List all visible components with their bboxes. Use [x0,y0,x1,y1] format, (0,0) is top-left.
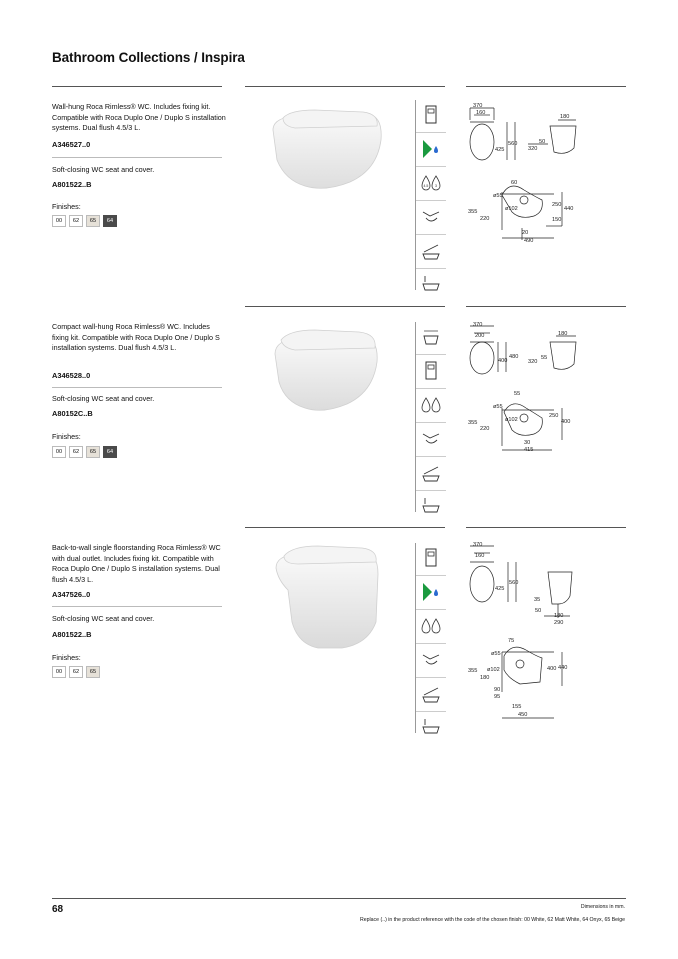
svg-text:400: 400 [498,358,508,364]
seat-description: Soft-closing WC seat and cover. [52,165,155,174]
svg-text:250: 250 [552,202,562,208]
svg-text:415: 415 [524,447,534,453]
svg-text:180: 180 [554,613,564,619]
divider [245,306,445,307]
svg-text:320: 320 [528,146,538,152]
svg-text:180: 180 [480,675,490,681]
finish-swatch[interactable]: 65 [86,215,100,227]
svg-text:490: 490 [524,238,534,244]
svg-text:220: 220 [480,216,490,222]
rimless-icon [420,206,442,228]
footer-divider [52,898,626,899]
finish-swatch[interactable]: 65 [86,446,100,458]
svg-text:355: 355 [468,209,478,215]
svg-text:320: 320 [528,359,538,365]
svg-text:400: 400 [561,419,571,425]
svg-text:560: 560 [509,580,519,586]
svg-text:180: 180 [560,114,570,120]
rimless-icon [420,428,442,450]
product-code: A346527..0 [52,140,91,149]
svg-text:50: 50 [535,608,542,614]
svg-text:90: 90 [494,687,501,693]
svg-text:50: 50 [539,139,546,145]
svg-text:150: 150 [552,217,562,223]
seat-icon [420,272,442,294]
svg-text:35: 35 [534,597,541,603]
seat-code: A801522..B [52,180,92,189]
svg-text:440: 440 [564,206,574,212]
svg-text:355: 355 [468,668,478,674]
svg-text:290: 290 [554,620,564,626]
product-description: Compact wall-hung Roca Rimless® WC. Includes fixing kit. Compatible with Roca Duplo One / Duplo S installation systems. Dual flush 4.5/3 L. [52,322,220,353]
installation-frame-icon [420,104,442,126]
svg-text:30: 30 [524,440,531,446]
soft-close-icon [420,240,442,262]
dual-flush-icon [420,172,442,194]
finish-swatch[interactable]: 00 [52,446,66,458]
svg-text:ø55: ø55 [493,193,503,199]
finish-swatch[interactable]: 64 [103,446,117,458]
svg-text:155: 155 [512,704,522,710]
product-code: A347526..0 [52,590,91,599]
installation-frame-icon [420,547,442,569]
seat-code: A80152C..B [52,409,93,418]
finish-swatch[interactable]: 62 [69,215,83,227]
product-description: Wall-hung Roca Rimless® WC. Includes fixing kit. Compatible with Roca Duplo One / Duplo S installation systems. Dual flush 4.5/3 L. [52,102,226,133]
divider [52,387,222,388]
finishes-label: Finishes: [52,653,81,662]
divider [245,527,445,528]
seat-icon [420,494,442,516]
dual-flush-icon [420,615,442,637]
svg-text:220: 220 [480,426,490,432]
technical-drawing [462,540,630,735]
feature-icons [415,543,446,733]
finishes-label: Finishes: [52,432,81,441]
divider [52,157,222,158]
svg-text:160: 160 [475,553,485,559]
svg-text:440: 440 [558,665,568,671]
svg-text:370: 370 [473,103,483,109]
finishes-label: Finishes: [52,202,81,211]
divider [245,86,445,87]
finish-swatch[interactable]: 00 [52,666,66,678]
svg-text:425: 425 [495,147,505,153]
svg-text:95: 95 [494,694,501,700]
divider [466,306,626,307]
svg-text:ø55: ø55 [493,404,503,410]
svg-text:480: 480 [509,354,519,360]
svg-text:75: 75 [508,638,515,644]
installation-frame-icon [420,360,442,382]
finish-swatches [52,446,117,458]
finish-swatches [52,666,100,678]
product-description: Back-to-wall single floorstanding Roca Rimless® WC with dual outlet. Includes fixing kit. Compatible with Roca Duplo One / Duplo S installation systems. Dual flush 4.5/3 L. [52,543,221,584]
finish-swatch[interactable]: 62 [69,666,83,678]
finish-note: Replace (..) in the product reference with the code of the chosen finish: 00 White, 62 Matt White, 64 Onyx, 65 Beige [360,917,625,923]
finish-swatch[interactable]: 00 [52,215,66,227]
page-number: 68 [52,904,64,915]
svg-text:20: 20 [522,230,529,236]
water-saving-icon [420,138,442,160]
soft-close-icon [420,683,442,705]
seat-icon [420,715,442,737]
seat-description: Soft-closing WC seat and cover. [52,614,155,623]
technical-drawing [462,320,630,460]
svg-text:ø102: ø102 [487,667,500,673]
seat-description: Soft-closing WC seat and cover. [52,394,155,403]
seat-code: A801522..B [52,630,92,639]
compact-size-icon [420,326,442,348]
svg-text:450: 450 [518,712,528,718]
svg-text:250: 250 [549,413,559,419]
svg-text:ø102: ø102 [505,417,518,423]
rimless-icon [420,649,442,671]
divider [52,606,222,607]
svg-text:560: 560 [508,141,518,147]
svg-text:400: 400 [547,666,557,672]
divider [52,86,222,87]
finish-swatch[interactable]: 65 [86,666,100,678]
finish-swatches [52,215,117,227]
divider [466,86,626,87]
technical-drawing [462,100,630,250]
svg-text:355: 355 [468,420,478,426]
product-photo [262,540,392,660]
svg-text:370: 370 [473,542,483,548]
svg-text:55: 55 [541,355,548,361]
dimensions-note: Dimensions in mm. [580,904,625,910]
divider [466,527,626,528]
finish-swatch[interactable]: 62 [69,446,83,458]
svg-text:3: 3 [435,184,437,188]
svg-text:55: 55 [514,391,521,397]
page-title: Bathroom Collections / Inspira [52,50,245,65]
product-photo [255,320,405,415]
svg-text:4.5: 4.5 [423,184,429,188]
water-saving-icon [420,581,442,603]
product-code: A346528..0 [52,371,91,380]
svg-text:60: 60 [511,180,518,186]
svg-text:370: 370 [473,322,483,328]
svg-text:200: 200 [475,333,485,339]
svg-text:425: 425 [495,586,505,592]
feature-icons [415,100,446,290]
dim-label: 160 [476,110,486,116]
svg-text:ø102: ø102 [505,206,518,212]
dual-flush-icon [420,394,442,416]
product-photo [255,100,405,195]
finish-swatch[interactable]: 64 [103,215,117,227]
svg-text:ø55: ø55 [491,651,501,657]
svg-text:180: 180 [558,331,568,337]
soft-close-icon [420,462,442,484]
feature-icons [415,322,446,512]
